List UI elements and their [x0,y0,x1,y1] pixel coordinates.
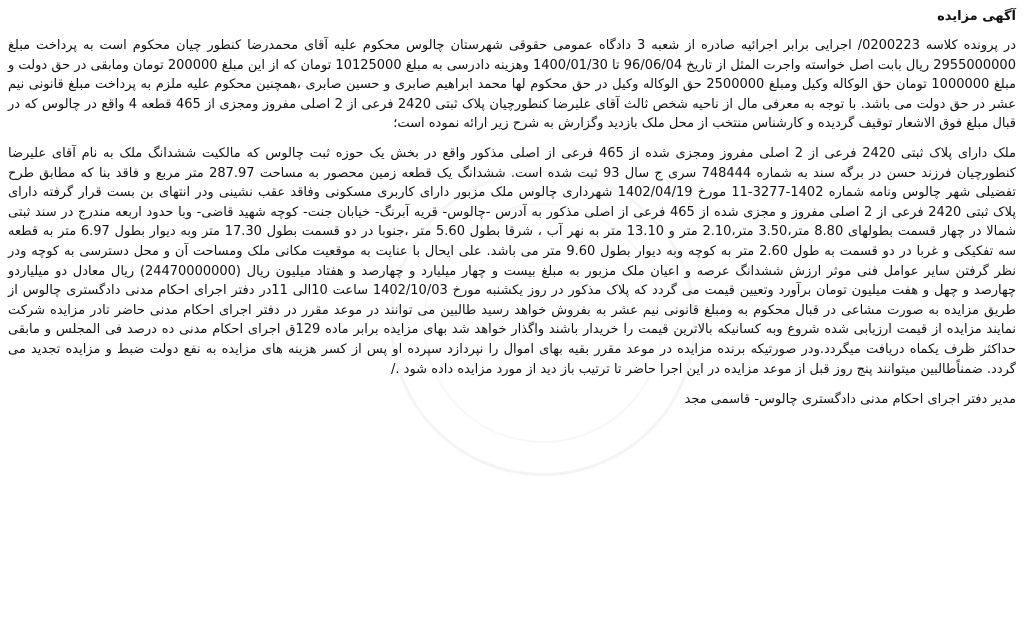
notice-title: آگهی مزایده [937,9,1016,24]
case-paragraph: در پرونده کلاسه 0200223/ اجرایی برابر اجرائیه صادره از شعبه 3 دادگاه عمومی حقوقی شهرستان چالوس محکوم علیه آقای محمدرضا کنطور چیان محکوم است به پرداخت مبلغ 2955000000 ریال بابت اصل خواسته واجرت المثل از تاریخ 96/06/04 تا 1400/01/30 وهزینه دادرسی به مبلغ 10125000 تومان که از این مبلغ 200000 تومان ومابقی در حق دولت و مبلغ 1000000 تومان حق الوکاله وکیل ومبلغ 2500000 حق الوکاله وکیل در حق محکوم لها محمد ابراهیم صابری و حسین صابری ،همچنین محکوم علیه ملزم به پرداخت مبلغ قانونی نیم عشر در حق دولت می باشد. با توجه به معرفی مال از ناحیه شخص ثالث آقای علیرضا کنطورچیان پلاک ثبتی 2420 فرعی از 2 اصلی مفروز ومجزی از 465 قطعه 4 واقع در چالوس که در قبال مبلغ فوق الاشعار توقیف گردیده و کارشناس منتخب از محل ملک بازدید وگزارش به شرح زیر ارائه نموده است؛ [8,38,1017,132]
signature-line: مدیر دفتر اجرای احکام مدنی دادگستری چالوس- قاسمی مجد [684,392,1016,408]
property-paragraph: ملک دارای پلاک ثبتی 2420 فرعی از 2 اصلی مفروز ومجزی شده از 465 فرعی از اصلی مذکور واقع در بخش یک حوزه ثبت چالوس که مالکیت ششدانگ ملک به نام آقای علیرضا کنطورچیان فرزند حسن در برگه سند به شماره 748444 سری ج سال 93 ثبت شده است. ششدانگ یک قطعه زمین محصور به مساحت 287.97 متر مربع و فاقد بنا که مطابق طرح تفضیلی شهر چالوس ونامه شماره 1402-3277-11 مورخ 1402/04/19 شهرداری چالوس ملک مزبور دارای کاربری مسکونی وفاقد عقب نشینی ودر انتهای بن بست قرار گرفته دارای پلاک ثبتی 2420 فرعی از 2 اصلی مفروز و مجزی شده از 465 فرعی از اصلی مذکور به آدرس -چالوس- قریه آبرنگ- خیابان جنت- کوچه شهید قاضی- وبا حدود اربعه مندرج در سند ثبتی شمالا در چهار قسمت بطولهای 8.80 متر،3.50 متر،2.10 متر و 13.10 متر به نهر آب ، شرقا بطول 5.60 متر ،جنوبا در دو قسمت بطول 17.30 متر وبه دیوار بطول 6.97 متر به قطعه سه تفکیکی و غربا در دو قسمت به طول 2.60 متر به کوچه وبه دیوار بطول 9.60 متر می باشد. علی ایحال با عنایت به موقعیت مکانی ملک ومساحت آن و محل دسترسی به کوچه ودر نظر گرفتن سایر عوامل فنی موثر ارزش ششدانگ عرصه و اعیان ملک مزبور به مبلغ بیست و چهار میلیارد و چهارصد و هفتاد میلیون ریال (24470000000) ریال معادل دو میلیاردو چهارصد و چهل و هفت میلیون تومان برآورد وتعیین قیمت می گردد که پلاک مذکور در روز یکشنبه مورخ 1402/10/03 ساعت 10الی 11در دفتر اجرای احکام مدنی دادگستری چالوس از طریق مزایده به صورت مشاعی در قبال محکوم به ومبلغ قانونی نیم عشر به بفروش خواهد رسید طالبین می توانند در موعد مقرر در دفتر اجرای احکام مدنی حاضر تادر مزایده شرکت نمایند مزایده از قیمت ارزیابی شده شروع وبه کسانیکه بالاترین قیمت را خریدار باشند واگذار خواهد شد بهای مزایده برابر ماده 129ق اجرای احکام مدنی ده درصد فی المجلس و مابقی حداکثر ظرف یکماه دریافت میگردد.ودر صورتیکه برنده مزایده در موعد مقرر بقیه بهای اموال را نپردازد سپرده او پس از کسر هزینه های مزایده به نفع دولت ضبط و مزایده تجدید می گردد. ضمناًطالبین میتوانند پنج روز قبل از موعد مزایده در این اجرا حاضر تا ترتیب باز دید از مورد مزایده داده شود ./ [8,145,1017,377]
